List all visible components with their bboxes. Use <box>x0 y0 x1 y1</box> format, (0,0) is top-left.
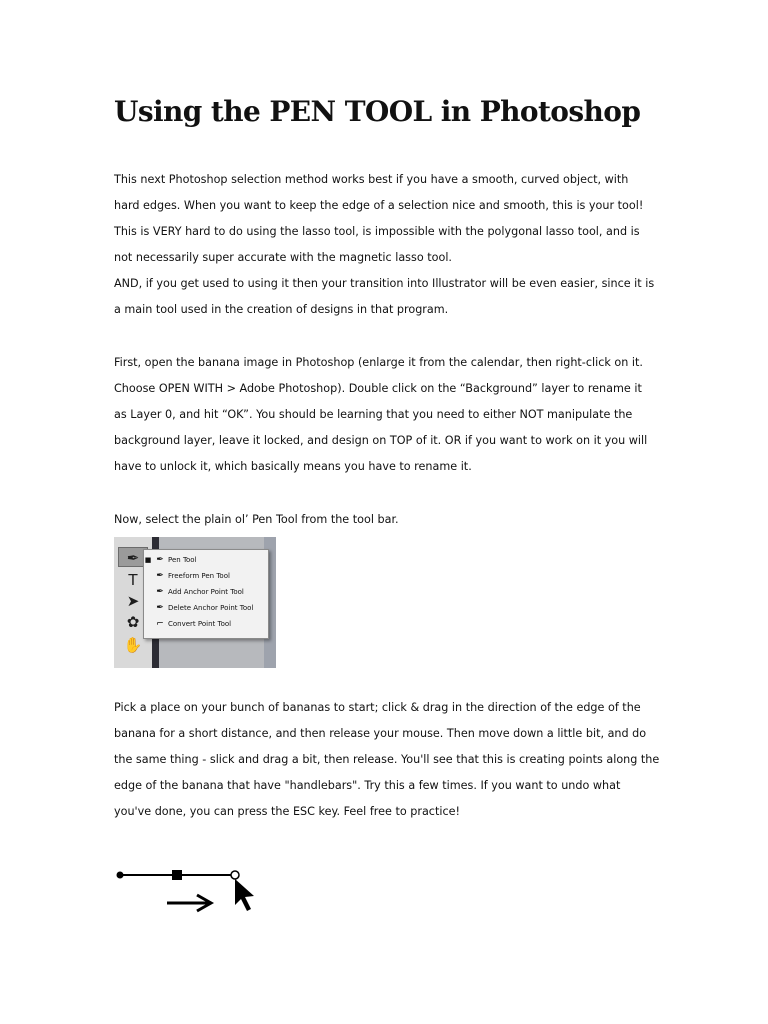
menu-item-label: Add Anchor Point Tool <box>168 588 244 596</box>
intro-paragraph <box>114 167 674 323</box>
anchor-handle-diagram <box>113 829 288 927</box>
paragraph-line: hard edges. When you want to keep the edge of a selection nice and smooth, this is your tool! <box>114 199 644 212</box>
paragraph-line: This next Photoshop selection method works best if you have a smooth, curved object, with <box>114 173 629 186</box>
create-points-paragraph <box>114 695 674 825</box>
menu-item-label: Pen Tool <box>168 556 197 564</box>
selected-marker: ■ <box>144 556 152 564</box>
hand-icon: ✋ <box>123 636 143 654</box>
menu-item-add-anchor-point-tool[interactable] <box>144 584 268 600</box>
paragraph-line: the same thing - slick and drag a bit, then release. You'll see that this is creating points along the <box>114 753 660 766</box>
paragraph-line: Choose OPEN WITH > Adobe Photoshop). Double click on the “Background” layer to rename it <box>114 382 642 395</box>
pen-tool-flyout-menu <box>143 549 269 639</box>
paragraph-line: This is VERY hard to do using the lasso tool, is impossible with the polygonal lasso tool, and is <box>114 225 640 238</box>
paragraph-line: First, open the banana image in Photoshop (enlarge it from the calendar, then right-click on it. <box>114 356 643 369</box>
direct-selection-arrow-icon: ➤ <box>126 592 140 610</box>
select-pen-tool-paragraph <box>114 507 674 533</box>
anchor-handle-illustration <box>113 829 288 927</box>
freeform-pen-icon: ✒ <box>156 571 164 581</box>
pen-icon: ✒ <box>118 547 148 567</box>
paragraph-line: not necessarily super accurate with the magnetic lasso tool. <box>114 251 452 264</box>
paragraph-line: AND, if you get used to using it then your transition into Illustrator will be even easier, since it is <box>114 277 655 290</box>
paragraph-line: edge of the banana that have "handlebars". Try this a few times. If you want to undo what <box>114 779 621 792</box>
paragraph-line: Now, select the plain ol’ Pen Tool from the tool bar. <box>114 513 399 526</box>
delete-anchor-point-icon: ✒ <box>156 603 164 613</box>
menu-item-freeform-pen-tool[interactable] <box>144 568 268 584</box>
paragraph-line: have to unlock it, which basically means you have to rename it. <box>114 460 472 473</box>
convert-point-icon: ⌐ <box>156 619 164 629</box>
menu-item-label: Freeform Pen Tool <box>168 572 230 580</box>
menu-item-label: Delete Anchor Point Tool <box>168 604 254 612</box>
pen-tool-menu-screenshot <box>114 537 276 668</box>
paragraph-line: background layer, leave it locked, and design on TOP of it. OR if you want to work on it you will <box>114 434 648 447</box>
add-anchor-point-icon: ✒ <box>156 587 164 597</box>
paragraph-line: you've done, you can press the ESC key. Feel free to practice! <box>114 805 460 818</box>
anchor-point-icon <box>172 870 182 880</box>
menu-item-pen-tool[interactable] <box>144 552 268 568</box>
paragraph-line: Pick a place on your bunch of bananas to start; click & drag in the direction of the edge of the <box>114 701 641 714</box>
menu-item-delete-anchor-point-tool[interactable] <box>144 600 268 616</box>
menu-item-label: Convert Point Tool <box>168 620 232 628</box>
menu-item-convert-point-tool[interactable] <box>144 616 268 632</box>
page-title: Using the PEN TOOL in Photoshop <box>114 95 641 128</box>
paragraph-line: banana for a short distance, and then release your mouse. Then move down a little bit, and do <box>114 727 647 740</box>
type-icon: T <box>128 571 138 589</box>
paragraph-line: a main tool used in the creation of designs in that program. <box>114 303 449 316</box>
mouse-cursor-icon <box>235 879 254 911</box>
handle-point-icon <box>231 871 239 879</box>
pen-icon: ✒ <box>156 555 164 565</box>
custom-shape-icon: ✿ <box>126 613 140 631</box>
open-image-paragraph <box>114 350 674 480</box>
handle-endpoint-icon <box>117 872 124 879</box>
paragraph-line: as Layer 0, and hit “OK”. You should be learning that you need to either NOT manipulate the <box>114 408 633 421</box>
